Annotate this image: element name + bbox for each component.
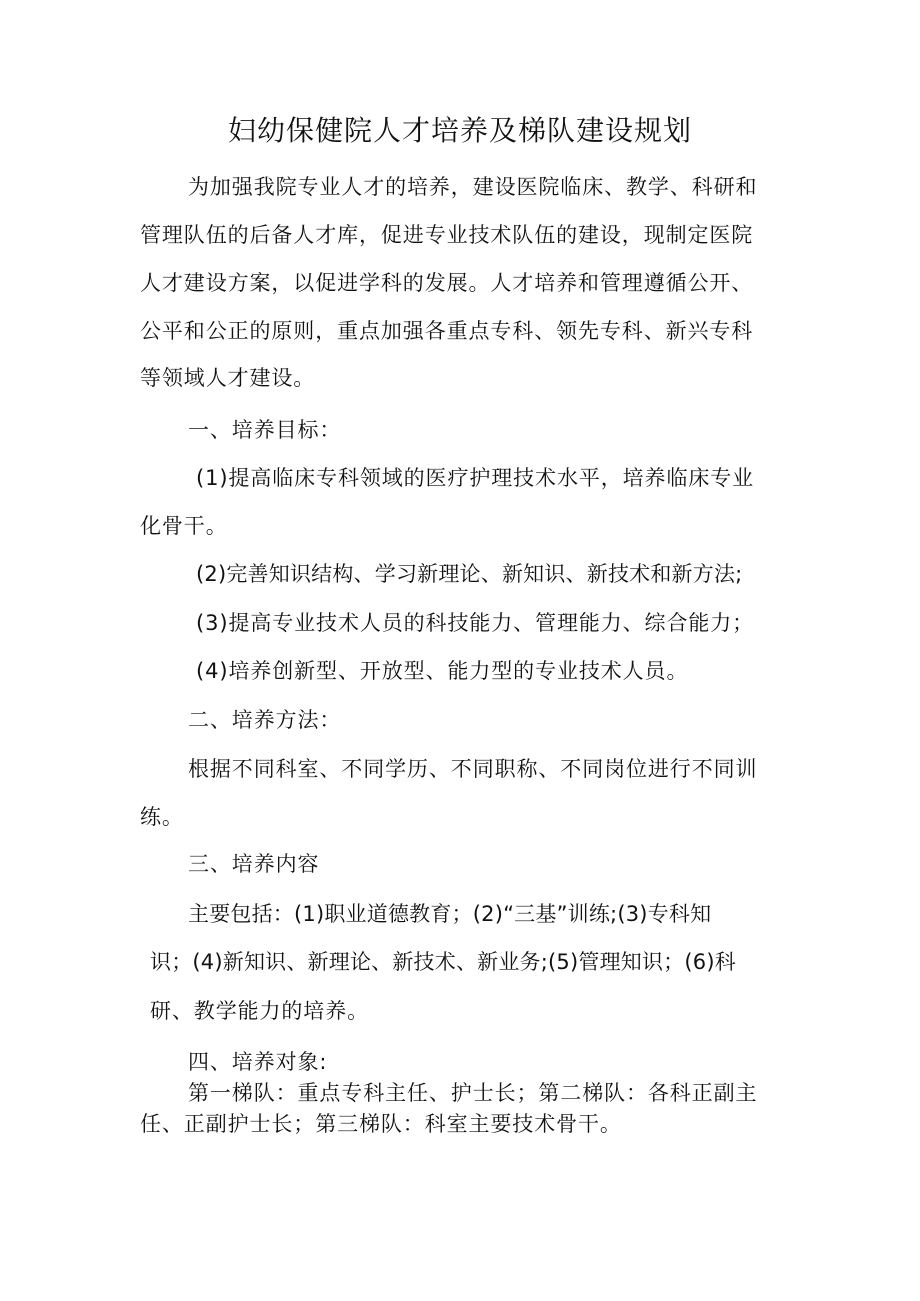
section-heading-content: 三、培养内容 (188, 852, 320, 876)
content-line-3: 研、教学能力的培养。 (150, 999, 369, 1023)
intro-line-5: 等领域人才建设。 (140, 366, 316, 390)
methods-line-1: 根据不同科室、不同学历、不同职称、不同岗位进行不同训 (188, 757, 758, 781)
goal-item-4: (4)培养创新型、开放型、能力型的专业技术人员。 (196, 659, 689, 683)
goal-item-3: (3)提高专业技术人员的科技能力、管理能力、综合能力； (196, 611, 755, 635)
goal-item-1-cont: 化骨干。 (140, 514, 228, 538)
goal-item-1: (1)提高临床专科领域的医疗护理技术水平，培养临床专业 (196, 466, 755, 490)
intro-line-3: 人才建设方案，以促进学科的发展。人才培养和管理遵循公开、 (140, 271, 754, 295)
intro-line-2: 管理队伍的后备人才库，促进专业技术队伍的建设，现制定医院 (140, 223, 754, 247)
methods-line-2: 练。 (140, 805, 184, 829)
targets-line-1: 第一梯队：重点专科主任、护士长；第二梯队：各科正副主 (188, 1081, 758, 1105)
intro-line-1: 为加强我院专业人才的培养，建设医院临床、教学、科研和 (188, 175, 758, 199)
section-heading-targets: 四、培养对象: (188, 1050, 328, 1074)
content-line-2: 识；(4)新知识、新理论、新技术、新业务;(5)管理知识；(6)科 (150, 950, 736, 974)
document-title: 妇幼保健院人才培养及梯队建设规划 (227, 114, 692, 147)
content-line-1: 主要包括：(1)职业道德教育；(2)“三基”训练;(3)专科知 (188, 902, 712, 926)
targets-line-2: 任、正副护士长；第三梯队：科室主要技术骨干。 (140, 1112, 622, 1136)
section-heading-methods: 二、培养方法： (188, 708, 342, 732)
intro-line-4: 公平和公正的原则，重点加强各重点专科、领先专科、新兴专科 (140, 319, 754, 343)
section-heading-goals: 一、培养目标： (188, 418, 342, 442)
goal-item-2: (2)完善知识结构、学习新理论、新知识、新技术和新方法; (196, 562, 743, 586)
